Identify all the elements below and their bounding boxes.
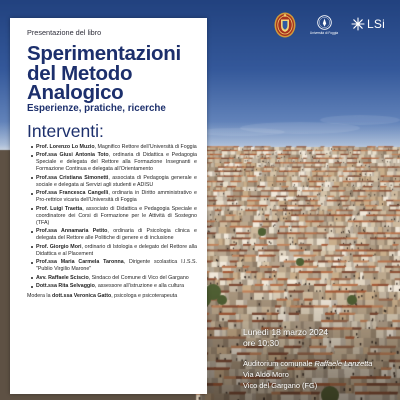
speaker-role: , ordinario di Istologia e delegato del Rettore alla Didattica e al Placement xyxy=(36,243,197,257)
venue-line xyxy=(243,358,372,369)
speaker-role: , associata di Pedagogia generale e sociale e delegata ai Servizi agli studenti e ADISU xyxy=(36,174,197,188)
bullet-dot xyxy=(31,246,33,248)
university-logo xyxy=(306,15,342,39)
venue-lead: Auditorium comunale xyxy=(243,359,315,368)
moderator-lead: Modera la xyxy=(27,293,53,299)
speaker-item xyxy=(27,190,197,204)
bullet-dot xyxy=(31,231,33,233)
speaker-role: , Sindaco del Comune di Vico del Gargano xyxy=(88,274,189,281)
kicker: Presentazione del libro xyxy=(27,28,102,37)
speaker-item xyxy=(27,144,197,151)
speaker-role: , associato di Didattica e Pedagogia Speciale e coordinatore dei Corsi di Formazione per le Attività di Sostegno (TFA) xyxy=(36,205,197,226)
speaker-role: , ordinaria di Psicologia clinica e delegata del Rettore alle Politiche di genere e di inclusione xyxy=(36,228,197,241)
speaker-name: Prof. Lorenzo Lo Muzio xyxy=(36,143,95,150)
venue-street: Via Aldo Moro xyxy=(243,370,289,379)
bullet-dot xyxy=(31,286,33,288)
bullet-dot xyxy=(31,208,33,210)
speaker-name: Prof. Luigi Traetta xyxy=(36,205,83,212)
event-datetime xyxy=(243,327,328,348)
speaker-role: , Dirigente scolastica I.I.S.S. "Publio Virgilio Marone" xyxy=(36,259,197,272)
bullet-dot xyxy=(31,262,33,264)
speaker-name: Prof. Giorgio Mori xyxy=(36,243,82,250)
speaker-item xyxy=(27,275,197,282)
university-emblem-icon xyxy=(317,15,332,30)
program-card xyxy=(10,18,207,394)
speaker-item xyxy=(27,283,197,290)
speakers-list xyxy=(27,144,197,291)
bullet-dot xyxy=(31,277,33,279)
venue-name: Raffaele Lanzetta xyxy=(314,359,373,368)
speaker-role: , ordinaria in Diritto amministrativo e Pro-rettrice vicaria dell’Università di Foggia xyxy=(36,190,197,203)
speaker-item xyxy=(27,152,197,173)
book-title-line: Analogico xyxy=(27,81,124,104)
lsi-burst-icon xyxy=(351,17,365,31)
university-caption: Università di Foggia xyxy=(309,31,339,35)
speaker-name: Avv. Raffaele Sciscio xyxy=(36,274,89,281)
speaker-item xyxy=(27,175,197,189)
speaker-role: , Magnifico Rettore dell’Università di Foggia xyxy=(94,143,197,150)
moderator-name: dott.ssa Veronica Gatto xyxy=(52,293,112,299)
speaker-item xyxy=(27,244,197,258)
speaker-role: , ordinaria di Didattica e Pedagogia Speciale e delegata del Rettore alla Formazione Insegnanti e Formazione Continua e delegata all’Orientamento xyxy=(36,152,197,172)
speaker-item xyxy=(27,206,197,227)
bullet-dot xyxy=(31,177,33,179)
speaker-name: Prof.ssa Francesca Cangelli xyxy=(36,190,109,196)
bullet-dot xyxy=(31,193,33,195)
speaker-item xyxy=(27,259,197,273)
speaker-name: Prof.ssa Giusi Antonia Toto xyxy=(36,152,109,158)
speaker-item xyxy=(27,228,197,242)
speakers-heading: Interventi: xyxy=(27,120,104,141)
bullet-dot xyxy=(31,155,33,157)
book-title-line: del Metodo xyxy=(27,61,133,85)
speaker-name: Prof.ssa Cristiana Simonetti xyxy=(36,174,109,181)
speaker-role: , assessore all’istruzione e alla cultura xyxy=(94,283,185,289)
book-title-line: Sperimentazioni xyxy=(27,42,181,65)
speaker-name: Prof.ssa Annamaria Petito xyxy=(36,228,108,234)
event-date: Lunedì 18 marzo 2024 xyxy=(243,327,329,337)
venue-town: Vico del Gargano (FG) xyxy=(243,381,318,390)
book-subtitle: Esperienze, pratiche, ricerche xyxy=(27,102,166,114)
book-title xyxy=(27,44,197,103)
bullet-dot xyxy=(31,146,33,148)
event-time: ore 10:30 xyxy=(243,337,279,348)
speaker-name: Prof.ssa Maria Carmela Taronna xyxy=(36,259,124,265)
comune-crest-icon xyxy=(274,12,296,38)
event-venue xyxy=(243,358,372,391)
lsi-wordmark: LSi xyxy=(367,17,385,31)
speaker-name: Dott.ssa Rita Selvaggio xyxy=(36,283,95,289)
moderator-role: , psicologa e psicoterapeuta xyxy=(111,293,178,299)
moderator-line xyxy=(27,293,197,300)
